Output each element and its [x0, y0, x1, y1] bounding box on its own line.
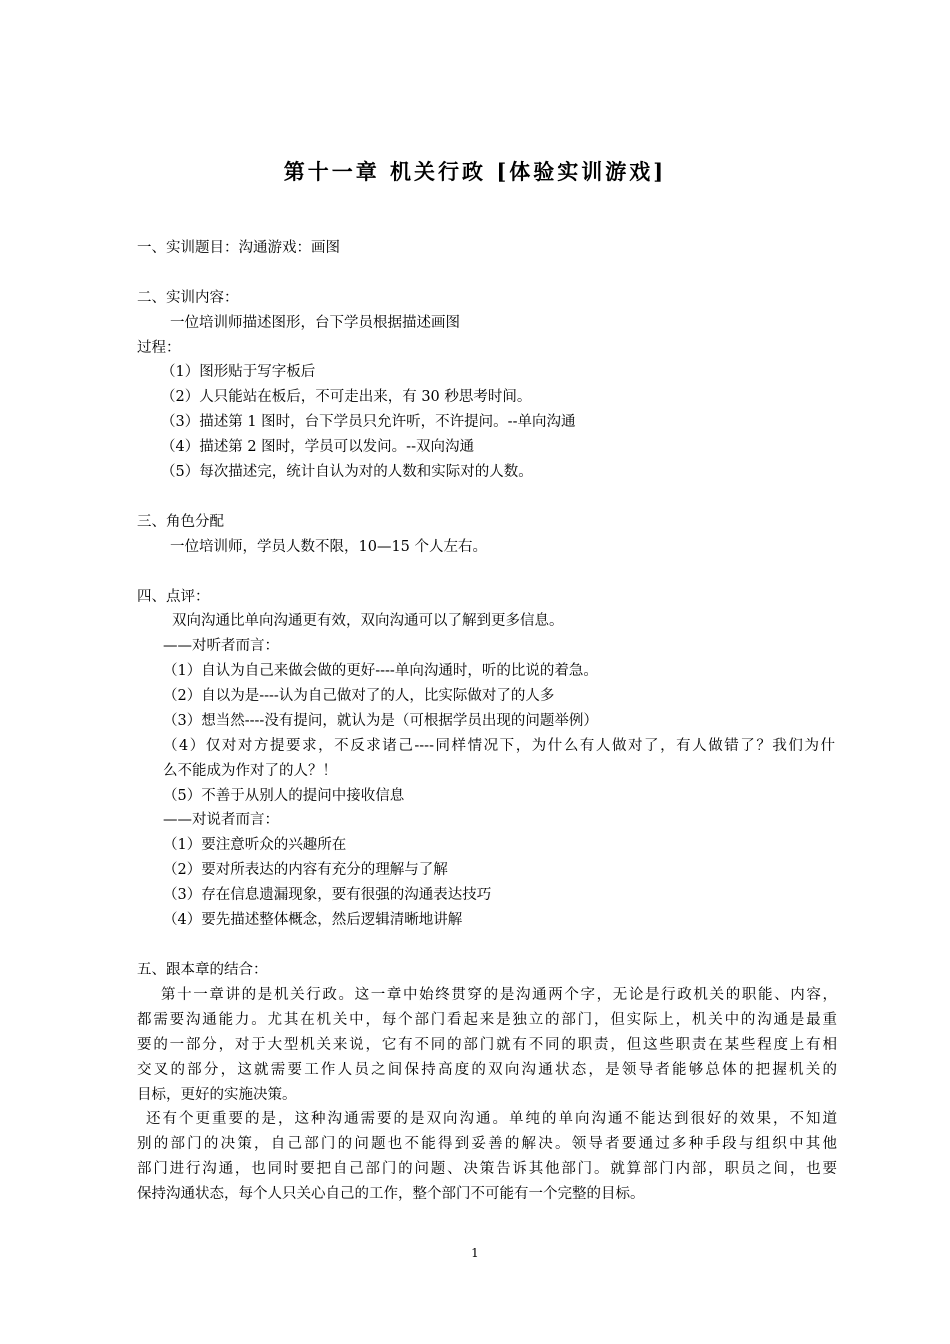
step-3: （3）描述第 1 图时，台下学员只允许听，不许提问。--单向沟通 [161, 414, 576, 430]
listener-item-4: （4）仅对对方提要求，不反求诸己----同样情况下，为什么有人做对了，有人做错了？我们为什 [163, 738, 835, 754]
paragraph-2-line-1: 还有个更重要的是，这种沟通需要的是双向沟通。单纯的单向沟通不能达到很好的效果，不知道 [146, 1111, 837, 1127]
page-number: 1 [471, 1246, 479, 1260]
paragraph-1-line-2: 都需要沟通能力。尤其在机关中，每个部门看起来是独立的部门，但实际上，机关中的沟通是最重 [137, 1012, 837, 1028]
listener-item-5: （5）不善于从别人的提问中接收信息 [163, 788, 405, 804]
paragraph-2-line-3: 部门进行沟通，也同时要把自己部门的问题、决策告诉其他部门。就算部门内部，职员之间，也要 [137, 1161, 837, 1177]
section-3-text: 一位培训师，学员人数不限，10—15 个人左右。 [170, 539, 488, 555]
listener-item-4-cont: 么不能成为作对了的人？！ [163, 763, 337, 779]
section-2-intro: 一位培训师描述图形，台下学员根据描述画图 [170, 315, 460, 331]
document-title: 第十一章 机关行政 [体验实训游戏] [283, 159, 667, 184]
listener-item-3: （3）想当然----没有提问，就认为是（可根据学员出现的问题举例） [163, 713, 598, 729]
paragraph-1-line-5: 目标，更好的实施决策。 [137, 1087, 297, 1103]
speaker-label: ——对说者而言： [163, 812, 279, 828]
section-4-lead: 双向沟通比单向沟通更有效，双向沟通可以了解到更多信息。 [172, 613, 564, 629]
section-1-heading: 一、实训题目：沟通游戏：画图 [137, 240, 340, 256]
paragraph-2-line-4: 保持沟通状态，每个人只关心自己的工作，整个部门不可能有一个完整的目标。 [137, 1186, 645, 1202]
step-2: （2）人只能站在板后，不可走出来，有 30 秒思考时间。 [161, 389, 532, 405]
listener-label: ——对听者而言： [163, 638, 279, 654]
section-4-heading: 四、点评： [137, 589, 210, 605]
speaker-item-1: （1）要注意听众的兴趣所在 [163, 837, 347, 853]
speaker-item-3: （3）存在信息遗漏现象，要有很强的沟通表达技巧 [163, 887, 492, 903]
section-3-heading: 三、角色分配 [137, 514, 224, 530]
step-4: （4）描述第 2 图时，学员可以发问。--双向沟通 [161, 439, 474, 455]
paragraph-2-line-2: 别的部门的决策，自己部门的问题也不能得到妥善的解决。领导者要通过多种手段与组织中其他 [137, 1136, 837, 1152]
step-5: （5）每次描述完，统计自认为对的人数和实际对的人数。 [161, 464, 533, 480]
listener-item-1: （1）自认为自己来做会做的更好----单向沟通时，听的比说的着急。 [163, 663, 598, 679]
paragraph-1-line-1: 第十一章讲的是机关行政。这一章中始终贯穿的是沟通两个字，无论是行政机关的职能、内容， [161, 987, 837, 1003]
paragraph-1-line-3: 要的一部分，对于大型机关来说，它有不同的部门就有不同的职责，但这些职责在某些程度上有相 [137, 1037, 837, 1053]
speaker-item-4: （4）要先描述整体概念，然后逻辑清晰地讲解 [163, 912, 463, 928]
paragraph-1-line-4: 交叉的部分，这就需要工作人员之间保持高度的双向沟通状态，是领导者能够总体的把握机关的 [137, 1062, 837, 1078]
speaker-item-2: （2）要对所表达的内容有充分的理解与了解 [163, 862, 448, 878]
section-5-heading: 五、跟本章的结合： [137, 962, 268, 978]
listener-item-2: （2）自以为是----认为自己做对了的人，比实际做对了的人多 [163, 688, 555, 704]
section-2-heading: 二、实训内容： [137, 290, 239, 306]
process-label: 过程： [137, 340, 181, 356]
step-1: （1）图形贴于写字板后 [161, 364, 316, 380]
